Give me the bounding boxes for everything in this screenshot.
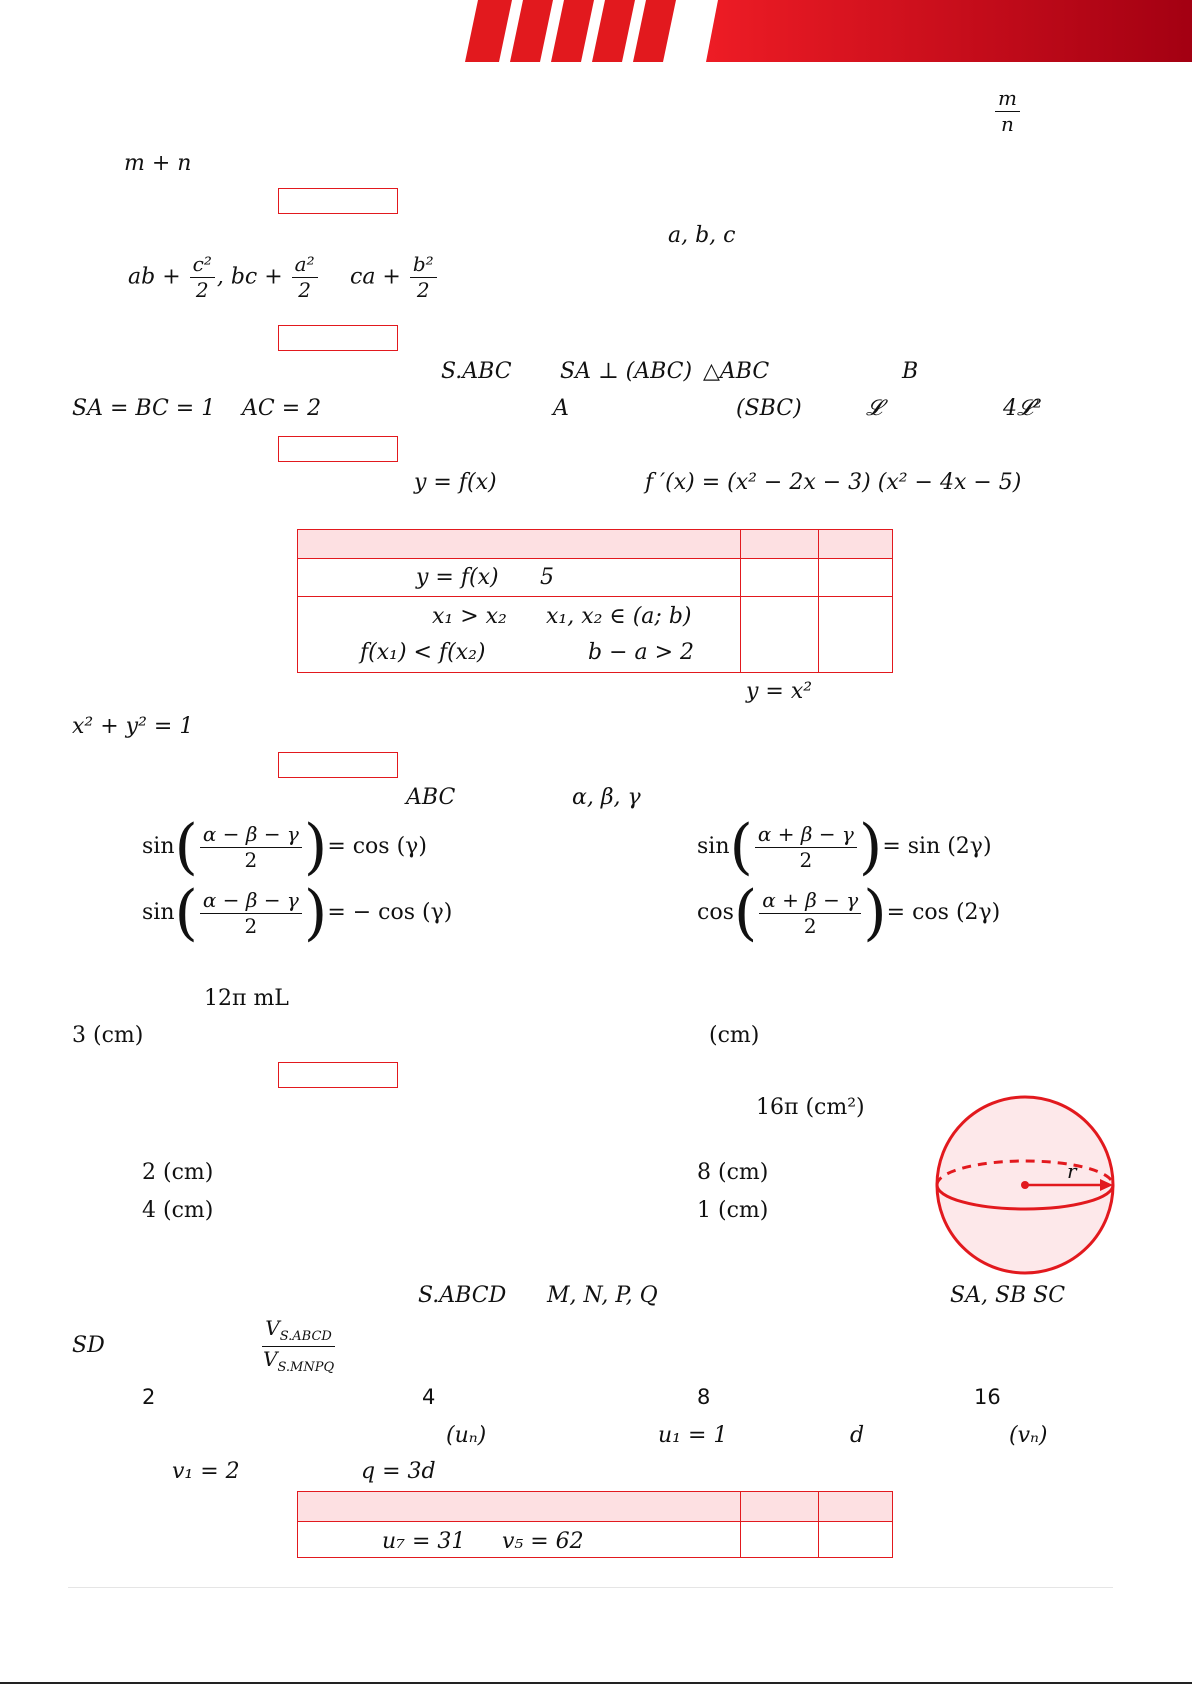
- u1-value: u₁ = 1: [658, 1423, 728, 1448]
- option-b-expression: sin( $\frac{\alpha + \beta - \gamma}{2}$ )= sin (2γ): [697, 812, 992, 882]
- answer-box[interactable]: [278, 325, 398, 351]
- header-banner: [0, 0, 1192, 62]
- table1-row2-ineq: x₁ > x₂: [432, 604, 507, 629]
- answer-box[interactable]: [278, 188, 398, 214]
- triangle-angles: α, β, γ: [572, 785, 641, 810]
- option-d-expression: cos( $\frac{\alpha + \beta - \gamma}{2}$ )= cos (2γ): [697, 878, 1001, 948]
- edge-sd: SD: [72, 1333, 105, 1358]
- table-divider: [740, 1492, 741, 1557]
- common-difference: d: [850, 1423, 865, 1448]
- sequence-un: (uₙ): [446, 1423, 487, 1448]
- header-stripe: [510, 0, 553, 62]
- header-stripe: [633, 0, 676, 62]
- table-divider: [740, 530, 741, 672]
- height: 3 (cm): [72, 1023, 144, 1048]
- distance-4l2: 4𝓛²: [1003, 396, 1042, 421]
- function-y: y = f(x): [414, 470, 497, 495]
- triangle-abc: △ABC: [703, 359, 770, 384]
- pyramid-sabcd: S.ABCD: [418, 1283, 507, 1308]
- header-stripe: [465, 0, 512, 62]
- sequence-vn: (vₙ): [1009, 1423, 1048, 1448]
- true-false-table: [297, 529, 893, 673]
- option-c-value: 4 (cm): [142, 1198, 214, 1223]
- point-a: A: [553, 396, 569, 421]
- table-header: [298, 1492, 892, 1521]
- table-row: [298, 558, 892, 596]
- sum-m-n: m + n: [124, 151, 192, 176]
- option-d-value: 1 (cm): [697, 1198, 769, 1223]
- header-bar: [706, 0, 1192, 62]
- header-stripe: [592, 0, 635, 62]
- radius-label: r: [1067, 1159, 1077, 1183]
- footer-divider: [68, 1587, 1113, 1588]
- table-header: [298, 530, 892, 558]
- option-c-ratio: 8: [697, 1385, 711, 1409]
- vars-abc: a, b, c: [668, 223, 736, 248]
- answer-box[interactable]: [278, 436, 398, 462]
- eq-ac: AC = 2: [242, 396, 322, 421]
- expression-ca: ca + $\frac{\text{b²}}{2}$: [350, 254, 439, 301]
- table1-row2-interval: x₁, x₂ ∈ (a; b): [546, 604, 692, 629]
- header-stripe: [551, 0, 594, 62]
- vertex-b: B: [902, 359, 919, 384]
- derivative: f ′(x) = (x² − 2x − 3) (x² − 4x − 5): [645, 470, 1022, 495]
- table-divider: [818, 530, 819, 672]
- unit-cm: (cm): [709, 1023, 760, 1048]
- table-divider: [818, 1492, 819, 1557]
- table1-row3-length: b − a > 2: [588, 640, 695, 665]
- page-bottom-border: [0, 1682, 1192, 1684]
- table1-row3-fineq: f(x₁) < f(x₂): [360, 640, 486, 665]
- answer-box[interactable]: [278, 752, 398, 778]
- edges-sa-sb-sc: SA, SB SC: [950, 1283, 1066, 1308]
- option-a-expression: sin( $\frac{\alpha - \beta - \gamma}{2}$ )= cos (γ): [142, 812, 427, 882]
- v1-value: v₁ = 2: [172, 1459, 240, 1484]
- plane-sbc: (SBC): [736, 396, 802, 421]
- perpendicular: SA ⊥ (ABC): [560, 359, 693, 384]
- ratio-q: q = 3d: [361, 1459, 436, 1484]
- option-a-value: 2 (cm): [142, 1160, 214, 1185]
- circle: x² + y² = 1: [72, 714, 194, 739]
- surface-area: 16π (cm²): [756, 1095, 865, 1120]
- points-mnpq: M, N, P, Q: [547, 1283, 658, 1308]
- option-d-ratio: 16: [974, 1385, 1001, 1409]
- expressions-abc: ab + $\frac{\text{c²}}{2}$ , bc + $\frac{\text{a²}}{2}$: [128, 254, 320, 301]
- table2-row1-u7: u₇ = 31: [382, 1529, 466, 1554]
- sphere-figure: [930, 1090, 1120, 1280]
- volume-ratio: $\frac{V_{S.ABCD}}{V_{S.MNPQ}}$: [263, 1316, 335, 1375]
- parabola: y = x²: [746, 679, 813, 704]
- triangle-name: ABC: [406, 785, 456, 810]
- fraction-m-n: $\frac{m}{n}$: [993, 88, 1022, 135]
- table1-row1-fn: y = f(x): [416, 565, 499, 590]
- option-c-expression: sin( $\frac{\alpha - \beta - \gamma}{2}$ )= − cos (γ): [142, 878, 453, 948]
- answer-box[interactable]: [278, 1062, 398, 1088]
- true-false-table: [297, 1491, 893, 1558]
- pyramid-name: S.ABC: [441, 359, 512, 384]
- table1-row1-num: 5: [540, 565, 554, 590]
- eq-sa-bc: SA = BC = 1: [72, 396, 216, 421]
- table2-row1-v5: v₅ = 62: [502, 1529, 584, 1554]
- distance-l: 𝓛: [866, 396, 882, 421]
- volume: 12π mL: [204, 986, 289, 1011]
- option-a-ratio: 2: [142, 1385, 156, 1409]
- option-b-ratio: 4: [422, 1385, 436, 1409]
- option-b-value: 8 (cm): [697, 1160, 769, 1185]
